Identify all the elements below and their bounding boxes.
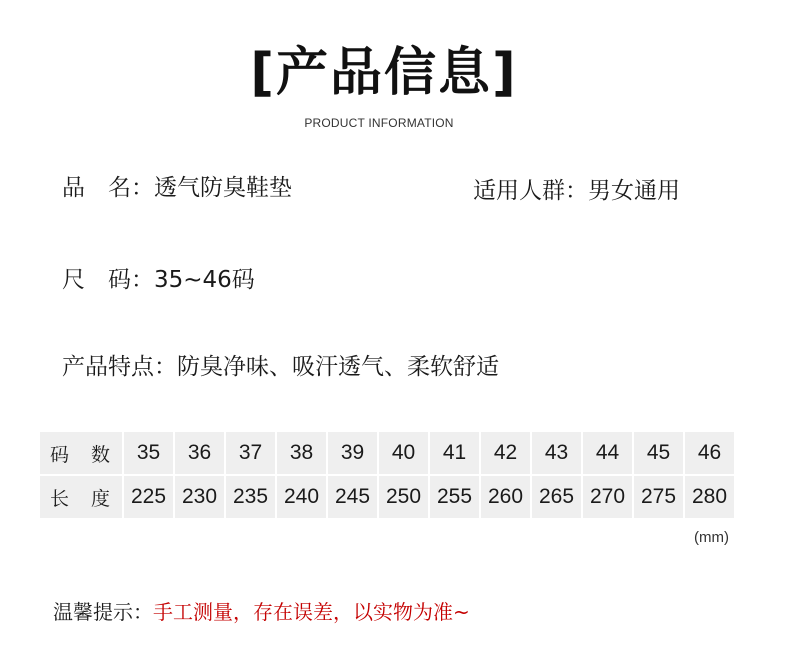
tip-line bbox=[53, 598, 470, 626]
page-subtitle: PRODUCT INFORMATION bbox=[304, 116, 454, 130]
size-cell: 40 bbox=[379, 432, 428, 474]
size-row bbox=[40, 432, 734, 474]
size-cell: 39 bbox=[328, 432, 377, 474]
size-cell: 43 bbox=[532, 432, 581, 474]
length-cell: 270 bbox=[583, 476, 632, 518]
product-name-value: 透气防臭鞋垫 bbox=[154, 175, 292, 201]
size-cell: 38 bbox=[277, 432, 326, 474]
size-row-header: 码 数 bbox=[40, 432, 122, 474]
length-cell: 235 bbox=[226, 476, 275, 518]
product-name-line bbox=[62, 173, 292, 203]
product-name-label: 品 名： bbox=[62, 175, 154, 201]
page-title: [产品信息] bbox=[250, 43, 518, 103]
tip-text: 手工测量，存在误差，以实物为准~ bbox=[153, 600, 470, 624]
target-users-line bbox=[473, 176, 680, 206]
features-label: 产品特点： bbox=[62, 354, 177, 380]
features-value: 防臭净味、吸汗透气、柔软舒适 bbox=[177, 354, 499, 380]
size-cell: 41 bbox=[430, 432, 479, 474]
length-cell: 230 bbox=[175, 476, 224, 518]
size-cell: 37 bbox=[226, 432, 275, 474]
length-cell: 265 bbox=[532, 476, 581, 518]
length-cell: 250 bbox=[379, 476, 428, 518]
size-range-value: 35~46码 bbox=[154, 267, 255, 293]
length-cell: 240 bbox=[277, 476, 326, 518]
length-cell: 225 bbox=[124, 476, 173, 518]
size-cell: 36 bbox=[175, 432, 224, 474]
length-cell: 260 bbox=[481, 476, 530, 518]
size-cell: 44 bbox=[583, 432, 632, 474]
size-cell: 45 bbox=[634, 432, 683, 474]
features-line bbox=[62, 352, 499, 382]
length-cell: 275 bbox=[634, 476, 683, 518]
target-users-value: 男女通用 bbox=[588, 178, 680, 204]
length-cell: 245 bbox=[328, 476, 377, 518]
target-users-label: 适用人群： bbox=[473, 178, 588, 204]
tip-label: 温馨提示： bbox=[53, 600, 153, 624]
size-range-label: 尺 码： bbox=[62, 267, 154, 293]
size-cell: 42 bbox=[481, 432, 530, 474]
size-cell: 46 bbox=[685, 432, 734, 474]
size-cell: 35 bbox=[124, 432, 173, 474]
unit-label: (mm) bbox=[694, 529, 729, 546]
length-row bbox=[40, 476, 734, 518]
length-cell: 255 bbox=[430, 476, 479, 518]
length-cell: 280 bbox=[685, 476, 734, 518]
size-chart-table bbox=[38, 430, 736, 520]
size-range-line bbox=[62, 265, 255, 295]
length-row-header: 长 度 bbox=[40, 476, 122, 518]
